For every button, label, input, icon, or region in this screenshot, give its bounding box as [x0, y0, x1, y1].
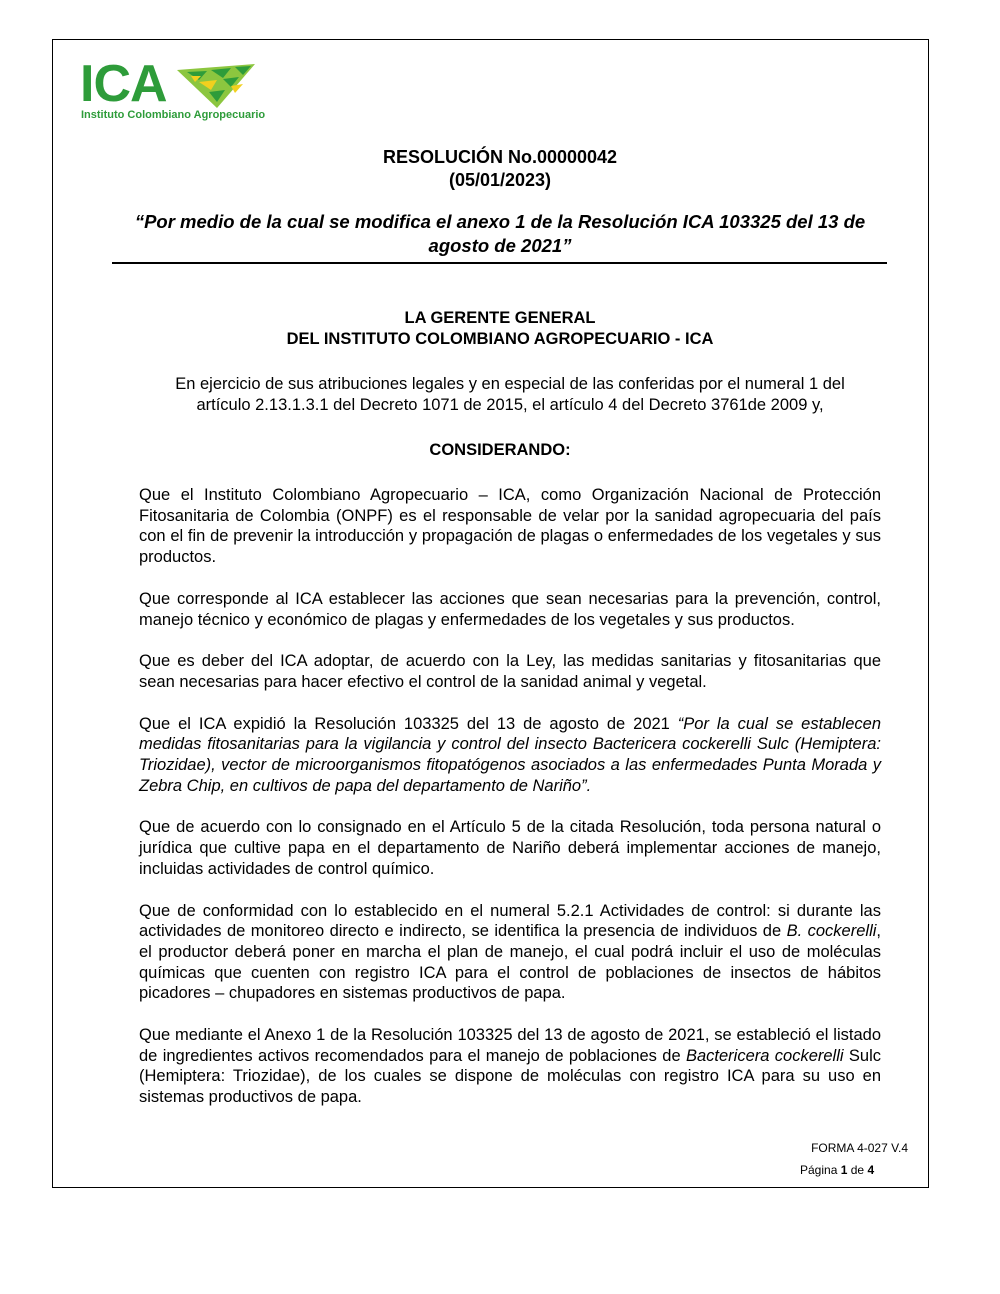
considerando-heading: CONSIDERANDO:: [429, 441, 571, 459]
paragraph-7-text-c: Sulc (Hemiptera: Triozidae), de los cuales se dispone de moléculas con registro ICA para su uso en sistemas productivos de papa.: [139, 1046, 882, 1107]
authority-heading: [110, 308, 890, 350]
intro-line-2: artículo 2.13.1.3.1 del Decreto 1071 de 2015, el artículo 4 del Decreto 3761de 2009 y,: [196, 396, 824, 414]
authority-line-1: LA GERENTE GENERAL: [404, 309, 596, 327]
title-divider: [112, 262, 887, 264]
paragraph-1: Que el Instituto Colombiano Agropecuario – ICA, como Organización Nacional de Protección Fitosanitaria de Colombia (ONPF) es el responsable de velar por la sanidad agropecuaria del país con el fin de prevenir la introducción y propagación de plagas o enfermedades de los vegetales y sus productos.: [139, 486, 881, 567]
subject-line-2: agosto de 2021”: [428, 235, 572, 256]
paragraph-6-species: B. cockerelli: [786, 922, 877, 941]
ica-logo: [80, 55, 266, 126]
paragraph-4-text: Que el ICA expidió la Resolución 103325 del 13 de agosto de 2021: [139, 714, 678, 733]
resolution-date: (05/01/2023): [448, 170, 552, 190]
paragraph-2: Que corresponde al ICA establecer las acciones que sean necesarias para la prevención, control, manejo técnico y económico de plagas y enfermedades de los vegetales y sus productos.: [139, 589, 881, 629]
subject-line-1: “Por medio de la cual se modifica el anexo 1 de la Resolución ICA 103325 del 13 de: [134, 211, 866, 232]
paragraph-7-species: Bactericera cockerelli: [685, 1046, 844, 1065]
document-body: [139, 485, 881, 1129]
resolution-number: RESOLUCIÓN No.00000042: [382, 147, 618, 167]
paragraph-7-text-a: Que mediante el Anexo 1 de la Resolución 103325 del 13 de agosto de 2021, se estableció el listado de ingredientes activos recomendados para el manejo de poblaciones de: [139, 1026, 881, 1065]
page-total: 4: [867, 1163, 875, 1177]
paragraph-6: [139, 901, 881, 1005]
page-number: [800, 1163, 874, 1177]
page-current: 1: [840, 1163, 848, 1177]
paragraph-5: Que de acuerdo con lo consignado en el Artículo 5 de la citada Resolución, toda persona natural o jurídica que cultive papa en el departamento de Nariño deberá implementar acciones de manejo, incluidas actividades de control químico.: [139, 818, 881, 878]
paragraph-6-text-c: , el productor deberá poner en marcha el plan de manejo, el cual podrá incluir el uso de moléculas químicas que cuenten con registro ICA para el control de poblaciones de insectos de hábitos picadores – chupadores en sistemas productivos de papa.: [139, 922, 881, 1003]
resolution-subject: [110, 210, 890, 258]
page-label: Página: [800, 1163, 838, 1177]
paragraph-3: Que es deber del ICA adoptar, de acuerdo con la Ley, las medidas sanitarias y fitosanitarias que sean necesarias para hacer efectivo el control de la sanidad animal y vegetal.: [139, 652, 881, 691]
logo-leaf-icon: [177, 64, 255, 110]
intro-line-1: En ejercicio de sus atribuciones legales y en especial de las conferidas por el numeral 1 del: [175, 375, 845, 393]
form-code: FORMA 4-027 V.4: [811, 1141, 908, 1155]
intro-text: [135, 374, 885, 416]
page-separator: de: [850, 1163, 865, 1177]
authority-line-2: DEL INSTITUTO COLOMBIANO AGROPECUARIO - ICA: [286, 330, 714, 348]
paragraph-4-quote: “Por la cual se establecen medidas fitosanitarias para la vigilancia y control del insecto Bactericera cockerelli Sulc (Hemiptera: Triozidae), vector de microorganismos fitopatógenos asociados a las enfermedades Punta Morada y Zebra Chip, en cultivos de papa del departamento de Nariño”.: [139, 714, 881, 795]
resolution-title: [110, 146, 890, 192]
logo-subtitle: Instituto Colombiano Agropecuario: [81, 109, 266, 121]
paragraph-4: [139, 714, 881, 797]
paragraph-6-text-a: Que de conformidad con lo establecido en el numeral 5.2.1 Actividades de control: si durante las actividades de monitoreo directo e indirecto, se identifica la presencia de individuos de: [139, 901, 881, 941]
logo-letters: ICA: [80, 55, 167, 113]
paragraph-7: [139, 1025, 881, 1108]
